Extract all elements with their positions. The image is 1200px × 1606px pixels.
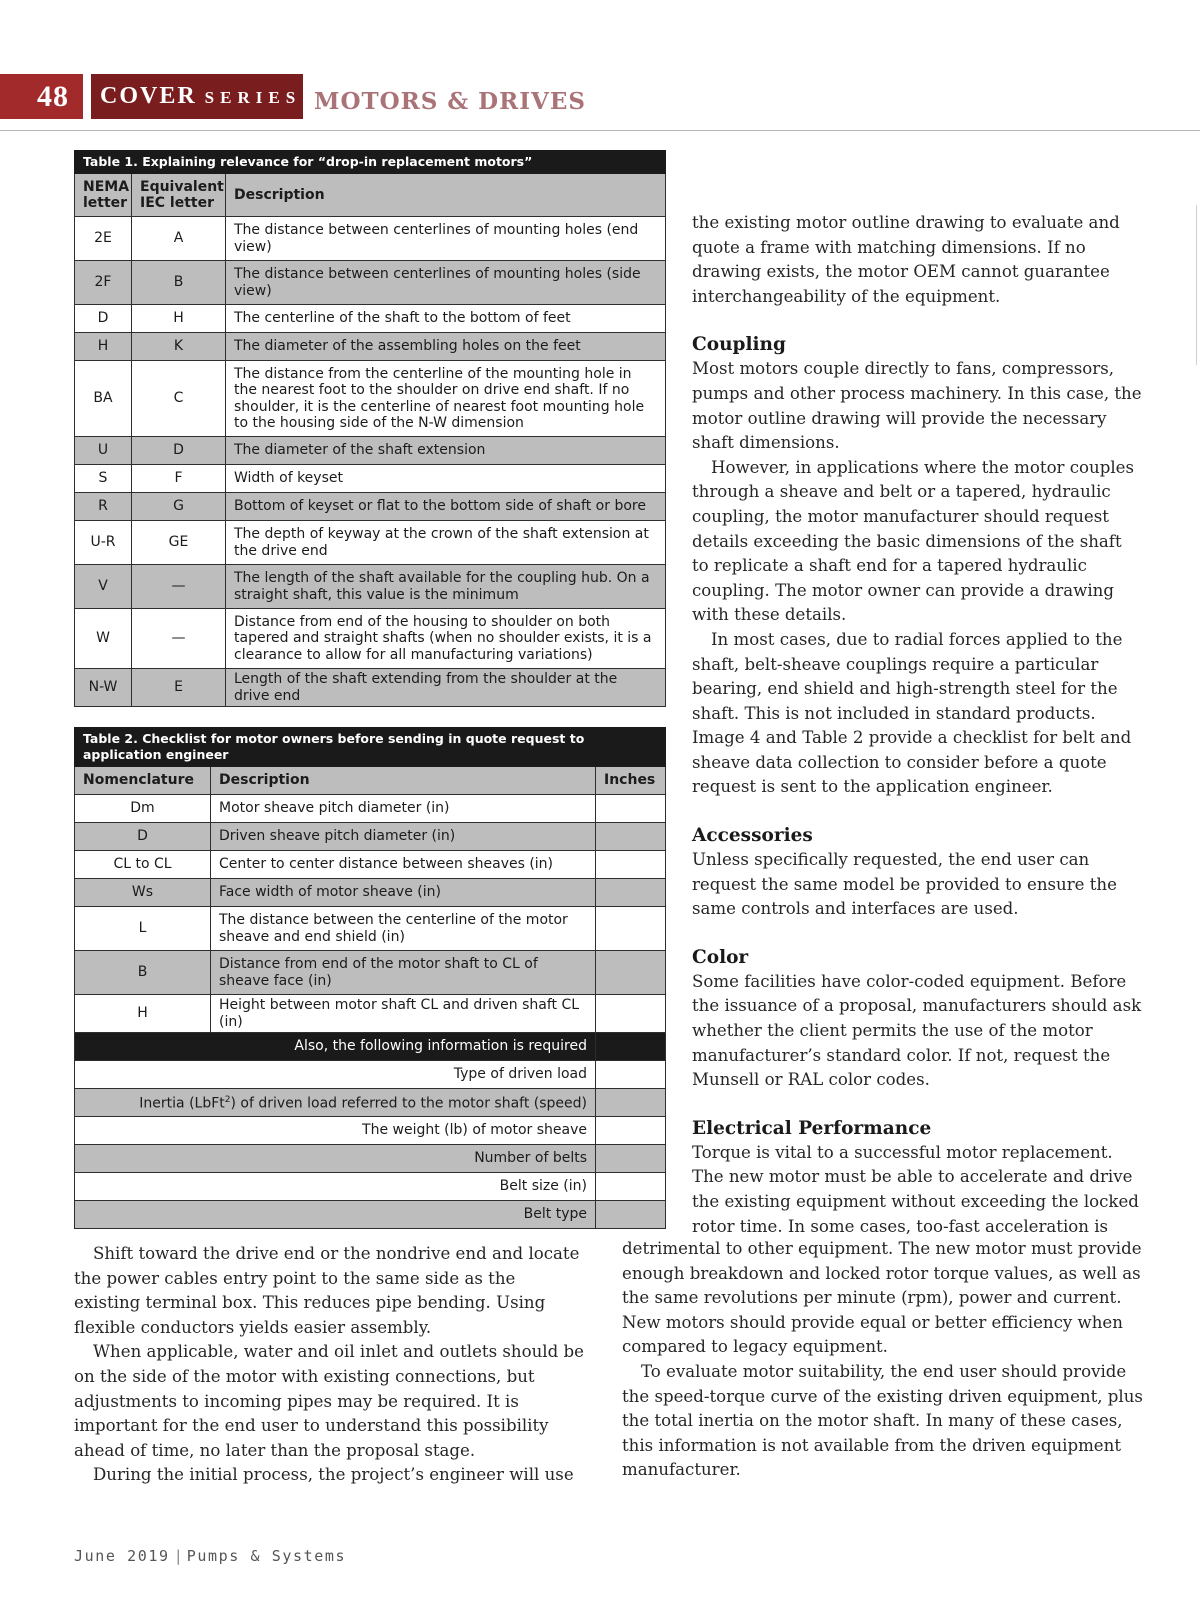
table2-desc: Height between motor shaft CL and driven shaft CL (in) <box>211 995 596 1033</box>
table2-desc: Driven sheave pitch diameter (in) <box>211 823 596 851</box>
section-title: MOTORS & DRIVES <box>314 88 586 115</box>
footer-date: June 2019 <box>74 1547 170 1565</box>
heading-accessories: Accessories <box>692 825 813 847</box>
table1-desc: Distance from end of the housing to shoulder on both tapered and straight shafts (when no shoulder exists, it is a clearance to allow for all manufacturing variations) <box>226 609 666 669</box>
table1-nema: 2F <box>75 261 132 305</box>
cover-series-banner <box>91 74 303 119</box>
heading-coupling: Coupling <box>692 334 786 356</box>
table2-inches <box>596 907 666 951</box>
table1-desc: The diameter of the shaft extension <box>226 437 666 465</box>
table1-title: Table 1. Explaining relevance for “drop-in replacement motors” <box>75 151 666 174</box>
table2-extra-item: Type of driven load <box>75 1061 596 1089</box>
table1-desc: Length of the shaft extending from the shoulder at the drive end <box>226 669 666 707</box>
table2-nomenclature: D <box>75 823 211 851</box>
table2-extra-item-inertia <box>75 1089 596 1117</box>
table2-inches <box>596 995 666 1033</box>
table-drop-in-replacement <box>74 150 666 707</box>
paragraph: During the initial process, the project’s engineer will use <box>93 1465 574 1485</box>
heading-color: Color <box>692 946 749 968</box>
table2-extra-item: Belt size (in) <box>75 1173 596 1201</box>
table1-iec: E <box>132 669 226 707</box>
table2-nomenclature: B <box>75 951 211 995</box>
table2-inches <box>596 879 666 907</box>
table1-desc: Width of keyset <box>226 465 666 493</box>
paragraph: However, in applications where the motor couples through a sheave and belt or a tapered, hydraulic coupling, the motor manufacturer should request details exceeding the basic dimensions of the shaft to replicate a shaft end for a tapered hydraulic coupling. The motor owner can provide a drawing with these details. <box>692 457 1135 625</box>
table1-nema: U <box>75 437 132 465</box>
table1-desc: The length of the shaft available for the coupling hub. On a straight shaft, this value is the minimum <box>226 565 666 609</box>
series-word: SERIES <box>204 88 302 107</box>
table1-nema: N-W <box>75 669 132 707</box>
table1-iec: G <box>132 493 226 521</box>
table1-desc: The depth of keyway at the crown of the shaft extension at the drive end <box>226 521 666 565</box>
table2-required-heading: Also, the following information is required <box>75 1033 596 1061</box>
table2-nomenclature: Ws <box>75 879 211 907</box>
table-quote-checklist <box>74 727 666 1229</box>
header-divider <box>0 130 1200 131</box>
paragraph: the existing motor outline drawing to evaluate and quote a frame with matching dimensions. If no drawing exists, the motor OEM cannot guarantee interchangeability of the equipment. <box>692 213 1120 306</box>
table1-iec: C <box>132 361 226 437</box>
table1-col-description: Description <box>226 174 666 217</box>
table2-nomenclature: H <box>75 995 211 1033</box>
table1-nema: 2E <box>75 217 132 261</box>
table2-nomenclature: CL to CL <box>75 851 211 879</box>
table1-iec: GE <box>132 521 226 565</box>
table2-col-nomenclature: Nomenclature <box>75 767 211 795</box>
table2-inches <box>596 1173 666 1201</box>
table2-desc: The distance between the centerline of the motor sheave and end shield (in) <box>211 907 596 951</box>
table1-nema: R <box>75 493 132 521</box>
table1-nema: BA <box>75 361 132 437</box>
table2-inches <box>596 851 666 879</box>
heading-electrical-performance: Electrical Performance <box>692 1117 932 1139</box>
table2-col-inches: Inches <box>596 767 666 795</box>
table2-desc: Face width of motor sheave (in) <box>211 879 596 907</box>
table1-nema: S <box>75 465 132 493</box>
table2-inches <box>596 1061 666 1089</box>
paragraph: Some facilities have color-coded equipment. Before the issuance of a proposal, manufacturers should ask whether the client permits the use of the motor manufacturer’s standard color. If not, request the Munsell or RAL color codes. <box>692 971 1142 1090</box>
table1-nema: V <box>75 565 132 609</box>
page-footer <box>74 1547 346 1565</box>
table1-col-iec: Equivalent IEC letter <box>132 174 226 217</box>
table1-desc: The distance between centerlines of mounting holes (end view) <box>226 217 666 261</box>
left-column-text <box>74 1242 584 1488</box>
inertia-superscript: 2 <box>224 1095 231 1106</box>
table2-nomenclature: L <box>75 907 211 951</box>
table2-inches <box>596 1145 666 1173</box>
table1-iec: K <box>132 333 226 361</box>
table1-col-nema: NEMA letter <box>75 174 132 217</box>
table2-inches <box>596 1117 666 1145</box>
table2-inches <box>596 1033 666 1061</box>
table1-desc: Bottom of keyset or flat to the bottom side of shaft or bore <box>226 493 666 521</box>
right-column-text <box>692 211 1142 1239</box>
table2-inches <box>596 951 666 995</box>
footer-separator: | <box>173 1547 183 1565</box>
table1-iec: D <box>132 437 226 465</box>
inertia-prefix: Inertia (LbFt <box>139 1096 225 1113</box>
paragraph: To evaluate motor suitability, the end user should provide the speed-torque curve of the existing driven equipment, plus the total inertia on the motor shaft. In many of these cases, this information is not available from the driven equipment manufacturer. <box>622 1361 1143 1480</box>
table2-desc: Motor sheave pitch diameter (in) <box>211 795 596 823</box>
table1-iec: — <box>132 565 226 609</box>
footer-publication: Pumps & Systems <box>186 1547 347 1565</box>
table2-desc: Distance from end of the motor shaft to CL of sheave face (in) <box>211 951 596 995</box>
table1-iec: A <box>132 217 226 261</box>
paragraph: Shift toward the drive end or the nondrive end and locate the power cables entry point to the same side as the existing terminal box. This reduces pipe bending. Using flexible conductors yields easier assembly. <box>74 1244 580 1337</box>
paragraph: When applicable, water and oil inlet and outlets should be on the side of the motor with existing connections, but adjustments to incoming pipes may be required. It is important for the end user to understand this possibility ahead of time, no later than the proposal stage. <box>74 1342 584 1460</box>
page-number: 48 <box>0 74 83 119</box>
table1-nema: W <box>75 609 132 669</box>
table1-iec: H <box>132 305 226 333</box>
table1-desc: The distance between centerlines of mounting holes (side view) <box>226 261 666 305</box>
table1-desc: The centerline of the shaft to the bottom of feet <box>226 305 666 333</box>
facing-page-edge <box>1196 205 1200 365</box>
paragraph: Most motors couple directly to fans, compressors, pumps and other process machinery. In this case, the motor outline drawing will provide the necessary shaft dimensions. <box>692 359 1142 453</box>
table2-col-description: Description <box>211 767 596 795</box>
table2-inches <box>596 1201 666 1229</box>
paragraph: In most cases, due to radial forces applied to the shaft, belt-sheave couplings require a particular bearing, end shield and high-strength steel for the shaft. This is not included in standard products. Image 4 and Table 2 provide a checklist for belt and sheave data collection to consider before a quote request is sent to the application engineer. <box>692 629 1132 797</box>
table2-inches <box>596 823 666 851</box>
paragraph: Unless specifically requested, the end user can request the same model be provided to ensure the same controls and interfaces are used. <box>692 850 1117 919</box>
table2-title: Table 2. Checklist for motor owners before sending in quote request to application engineer <box>75 728 666 767</box>
table1-iec: F <box>132 465 226 493</box>
table2-desc: Center to center distance between sheaves (in) <box>211 851 596 879</box>
table1-nema: U-R <box>75 521 132 565</box>
table1-nema: H <box>75 333 132 361</box>
table1-nema: D <box>75 305 132 333</box>
table2-extra-item: Belt type <box>75 1201 596 1229</box>
table2-extra-item: The weight (lb) of motor sheave <box>75 1117 596 1145</box>
inertia-suffix: ) of driven load referred to the motor shaft (speed) <box>230 1096 587 1113</box>
table1-desc: The distance from the centerline of the mounting hole in the nearest foot to the shoulder on drive end shaft. If no shoulder, it is the centerline of nearest foot mounting hole to the housing side of the N-W dimension <box>226 361 666 437</box>
table2-nomenclature: Dm <box>75 795 211 823</box>
table2-inches <box>596 795 666 823</box>
cover-word: COVER <box>100 83 197 109</box>
table1-iec: B <box>132 261 226 305</box>
table2-extra-item: Number of belts <box>75 1145 596 1173</box>
table2-inches <box>596 1089 666 1117</box>
paragraph: Torque is vital to a successful motor replacement. The new motor must be able to accelerate and drive the existing equipment without exceeding the locked rotor time. In some cases, too-fast acceleration is <box>692 1142 1139 1236</box>
paragraph: detrimental to other equipment. The new motor must provide enough breakdown and locked rotor torque values, as well as the same revolutions per minute (rpm), power and current. New motors should provide equal or better efficiency when compared to legacy equipment. <box>622 1239 1142 1357</box>
right-column-text-lower <box>622 1237 1144 1483</box>
table1-desc: The diameter of the assembling holes on the feet <box>226 333 666 361</box>
table1-iec: — <box>132 609 226 669</box>
